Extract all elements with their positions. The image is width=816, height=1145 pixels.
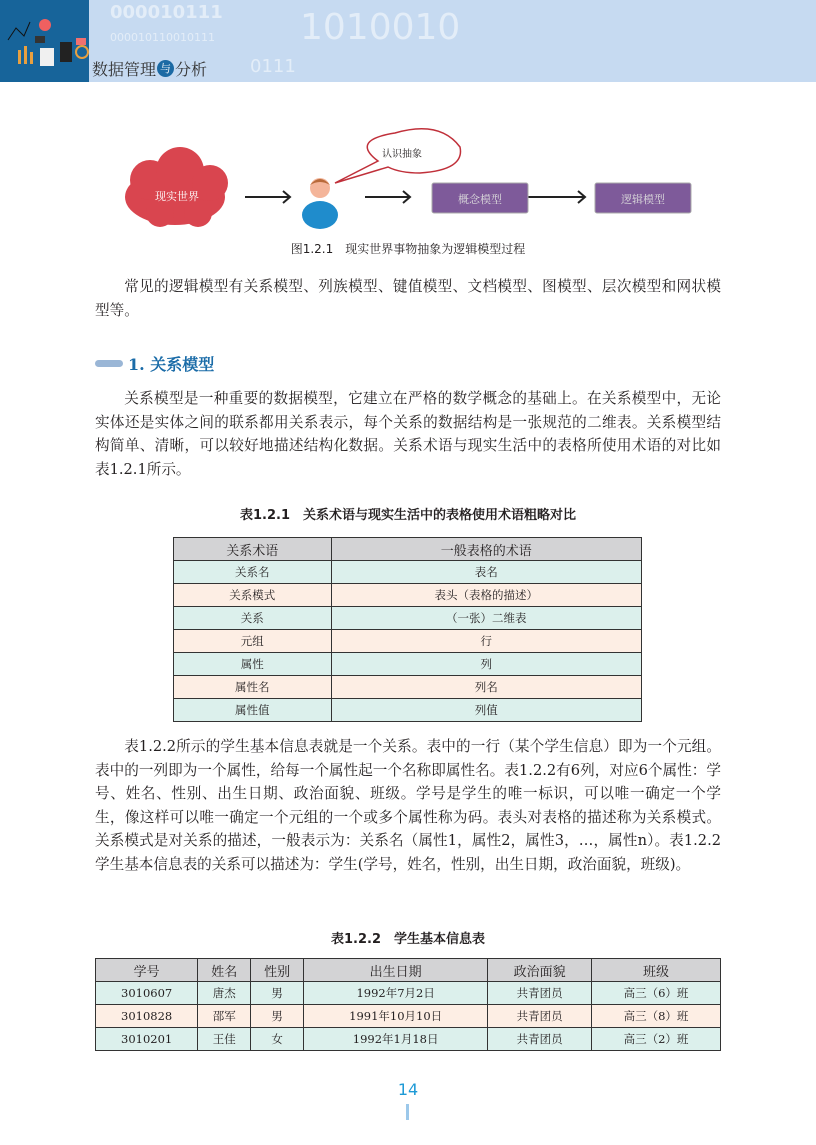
title-text: 分析	[175, 60, 208, 79]
table-row	[174, 653, 642, 676]
table-row	[174, 607, 642, 630]
table-row	[174, 584, 642, 607]
terminology-table	[173, 537, 642, 722]
table-row	[174, 630, 642, 653]
table-cell: 表头（表格的描述）	[331, 584, 641, 607]
table-cell: 王佳	[198, 1028, 251, 1051]
table-cell: 列	[331, 653, 641, 676]
table-cell: 1991年10月10日	[304, 1005, 488, 1028]
table-cell: 3010607	[96, 982, 198, 1005]
table-cell: 高三（8）班	[592, 1005, 721, 1028]
table-row	[96, 1028, 721, 1051]
logic-model-box: 逻辑模型	[621, 193, 665, 206]
table-cell: 属性名	[174, 676, 332, 699]
heading-text: 1. 关系模型	[128, 355, 215, 374]
table-row	[174, 676, 642, 699]
book-title	[92, 57, 207, 80]
table-cell: 男	[251, 1005, 304, 1028]
binary-decoration: 1010010	[300, 7, 461, 48]
student-info-table	[95, 958, 721, 1051]
bubble-label: 认识抽象	[382, 149, 422, 160]
arrow-icon	[245, 191, 585, 203]
book-logo-illustration	[0, 0, 89, 82]
table-cell: 共青团员	[488, 1005, 592, 1028]
table-row	[174, 699, 642, 722]
table-cell: 元组	[174, 630, 332, 653]
figure-caption: 图1.2.1 现实世界事物抽象为逻辑模型过程	[290, 242, 526, 256]
section-heading	[95, 352, 214, 375]
table-cell: 3010828	[96, 1005, 198, 1028]
column-header: 出生日期	[304, 959, 488, 982]
table-cell: 列值	[331, 699, 641, 722]
table-cell: 共青团员	[488, 982, 592, 1005]
person-icon	[302, 178, 338, 229]
heading-bar	[95, 360, 123, 367]
table-cell: 1992年1月18日	[304, 1028, 488, 1051]
column-header: 政治面貌	[488, 959, 592, 982]
table-cell: 高三（2）班	[592, 1028, 721, 1051]
table-cell: 关系名	[174, 561, 332, 584]
table-row	[96, 1005, 721, 1028]
cloud-label: 现实世界	[155, 190, 199, 203]
table-caption: 表1.2.2 学生基本信息表	[330, 932, 485, 947]
column-header: 性别	[251, 959, 304, 982]
table-header-row	[174, 538, 642, 561]
binary-decoration: 000010110010111	[110, 31, 215, 44]
table-cell: 唐杰	[198, 982, 251, 1005]
table-cell: 女	[251, 1028, 304, 1051]
table-cell: 属性	[174, 653, 332, 676]
table-cell: 共青团员	[488, 1028, 592, 1051]
table-row	[174, 561, 642, 584]
table-cell: 列名	[331, 676, 641, 699]
binary-decoration: 0111	[250, 56, 296, 77]
page-number: 14	[397, 1080, 419, 1099]
column-header: 姓名	[198, 959, 251, 982]
paragraph: 常见的逻辑模型有关系模型、列族模型、键值模型、文档模型、图模型、层次模型和网状模型等。	[95, 278, 721, 319]
column-header: 班级	[592, 959, 721, 982]
table-cell: 属性值	[174, 699, 332, 722]
table-cell: 3010201	[96, 1028, 198, 1051]
paragraph: 关系模型是一种重要的数据模型，它建立在严格的数学概念的基础上。在关系模型中，无论实体还是实体之间的联系都用关系表示，每个关系的数据结构是一张规范的二维表。关系模型结构简单、清晰，可以较好地描述结构化数据。关系术语与现实生活中的表格所使用术语的对比如表1.2.1所示。	[95, 390, 721, 478]
column-header: 关系术语	[174, 538, 332, 561]
table-cell: 男	[251, 982, 304, 1005]
title-badge: 与	[157, 60, 174, 77]
table-cell: 关系模式	[174, 584, 332, 607]
figure-diagram	[120, 125, 700, 230]
page-header	[0, 0, 816, 82]
table-cell: 关系	[174, 607, 332, 630]
table-cell: （一张）二维表	[331, 607, 641, 630]
table-row	[96, 982, 721, 1005]
cloud-shape	[125, 147, 228, 227]
table-cell: 表名	[331, 561, 641, 584]
title-text: 数据管理	[92, 60, 157, 79]
concept-model-box: 概念模型	[458, 193, 502, 206]
column-header: 学号	[96, 959, 198, 982]
table-cell: 1992年7月2日	[304, 982, 488, 1005]
table-cell: 行	[331, 630, 641, 653]
table-header-row	[96, 959, 721, 982]
table-cell: 邵军	[198, 1005, 251, 1028]
paragraph: 表1.2.2所示的学生基本信息表就是一个关系。表中的一行（某个学生信息）即为一个元组。表中的一列即为一个属性，给每一个属性起一个名称即属性名。表1.2.2有6列，对应6个属性：学号、姓名、性别、出生日期、政治面貌、班级。学号是学生的唯一标识，可以唯一确定一个学生，像这样可以唯一确定一个元组的一个或多个属性称为码。表头对表格的描述称为关系模式。关系模式是对关系的描述，一般表示为：关系名（属性1，属性2，属性3，…，属性n）。表1.2.2学生基本信息表的关系可以描述为：学生(学号，姓名，性别，出生日期，政治面貌，班级)。	[95, 738, 721, 873]
binary-decoration: 000010111	[110, 2, 223, 23]
page-number-line	[406, 1104, 409, 1120]
table-caption: 表1.2.1 关系术语与现实生活中的表格使用术语粗略对比	[239, 508, 576, 523]
table-cell: 高三（6）班	[592, 982, 721, 1005]
column-header: 一般表格的术语	[331, 538, 641, 561]
